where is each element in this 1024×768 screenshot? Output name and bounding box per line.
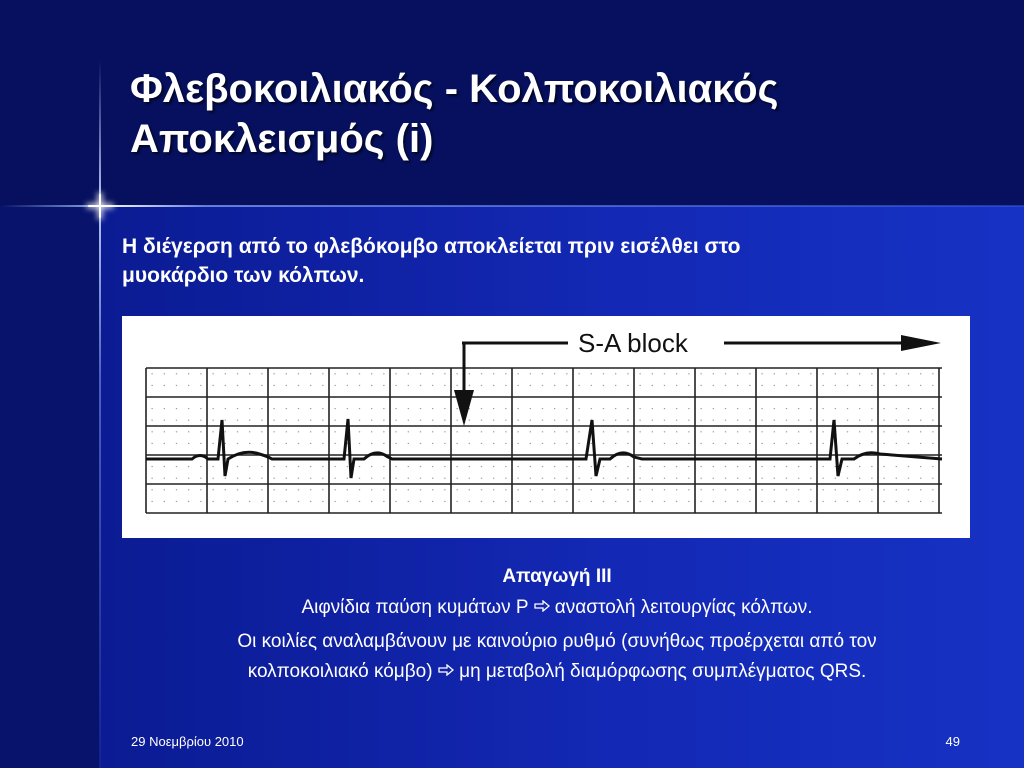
title-line-1: Φλεβοκοιλιακός - Κολποκοιλιακός	[130, 67, 779, 111]
right-arrow-icon	[438, 664, 454, 676]
divider-line	[0, 205, 1024, 207]
caption-line-3-b: μη μεταβολή διαμόρφωσης συμπλέγματος QRS.	[459, 661, 867, 682]
ecg-strip-image	[122, 316, 970, 538]
right-arrow-icon	[534, 600, 550, 612]
figure-caption	[105, 562, 1009, 686]
caption-lead: Απαγωγή III	[502, 566, 612, 587]
caption-line-3	[105, 658, 1009, 686]
sparkle-icon	[88, 194, 112, 218]
right-arrow-head-icon	[901, 335, 941, 351]
ecg-figure	[122, 316, 970, 538]
left-strip	[0, 206, 100, 768]
page-number: 49	[945, 734, 960, 749]
subtitle-line-2: μυοκάρδιο των κόλπων.	[122, 264, 365, 287]
slide-title	[130, 64, 990, 164]
ecg-grid-dots	[146, 368, 942, 513]
vertical-accent-line	[99, 60, 101, 768]
caption-line-1	[105, 594, 1009, 622]
caption-line-1-a: Αιφνίδια παύση κυμάτων P	[301, 597, 529, 618]
subtitle-line-1: Η διέγερση από το φλεβόκομβο αποκλείεται πριν εισέλθει στο	[122, 235, 741, 258]
caption-line-2: Οι κοιλίες αναλαμβάνουν με καινούριο ρυθμό (συνήθως προέρχεται από τον	[237, 631, 877, 652]
title-line-2: Αποκλεισμός (i)	[130, 117, 434, 161]
sa-block-label: S-A block	[578, 328, 688, 358]
caption-line-3-a: κολποκοιλιακό κόμβο)	[247, 661, 433, 682]
footer-date: 29 Νοεμβρίου 2010	[131, 734, 244, 749]
slide-subtitle	[122, 232, 972, 290]
caption-line-1-b: αναστολή λειτουργίας κόλπων.	[554, 597, 813, 618]
